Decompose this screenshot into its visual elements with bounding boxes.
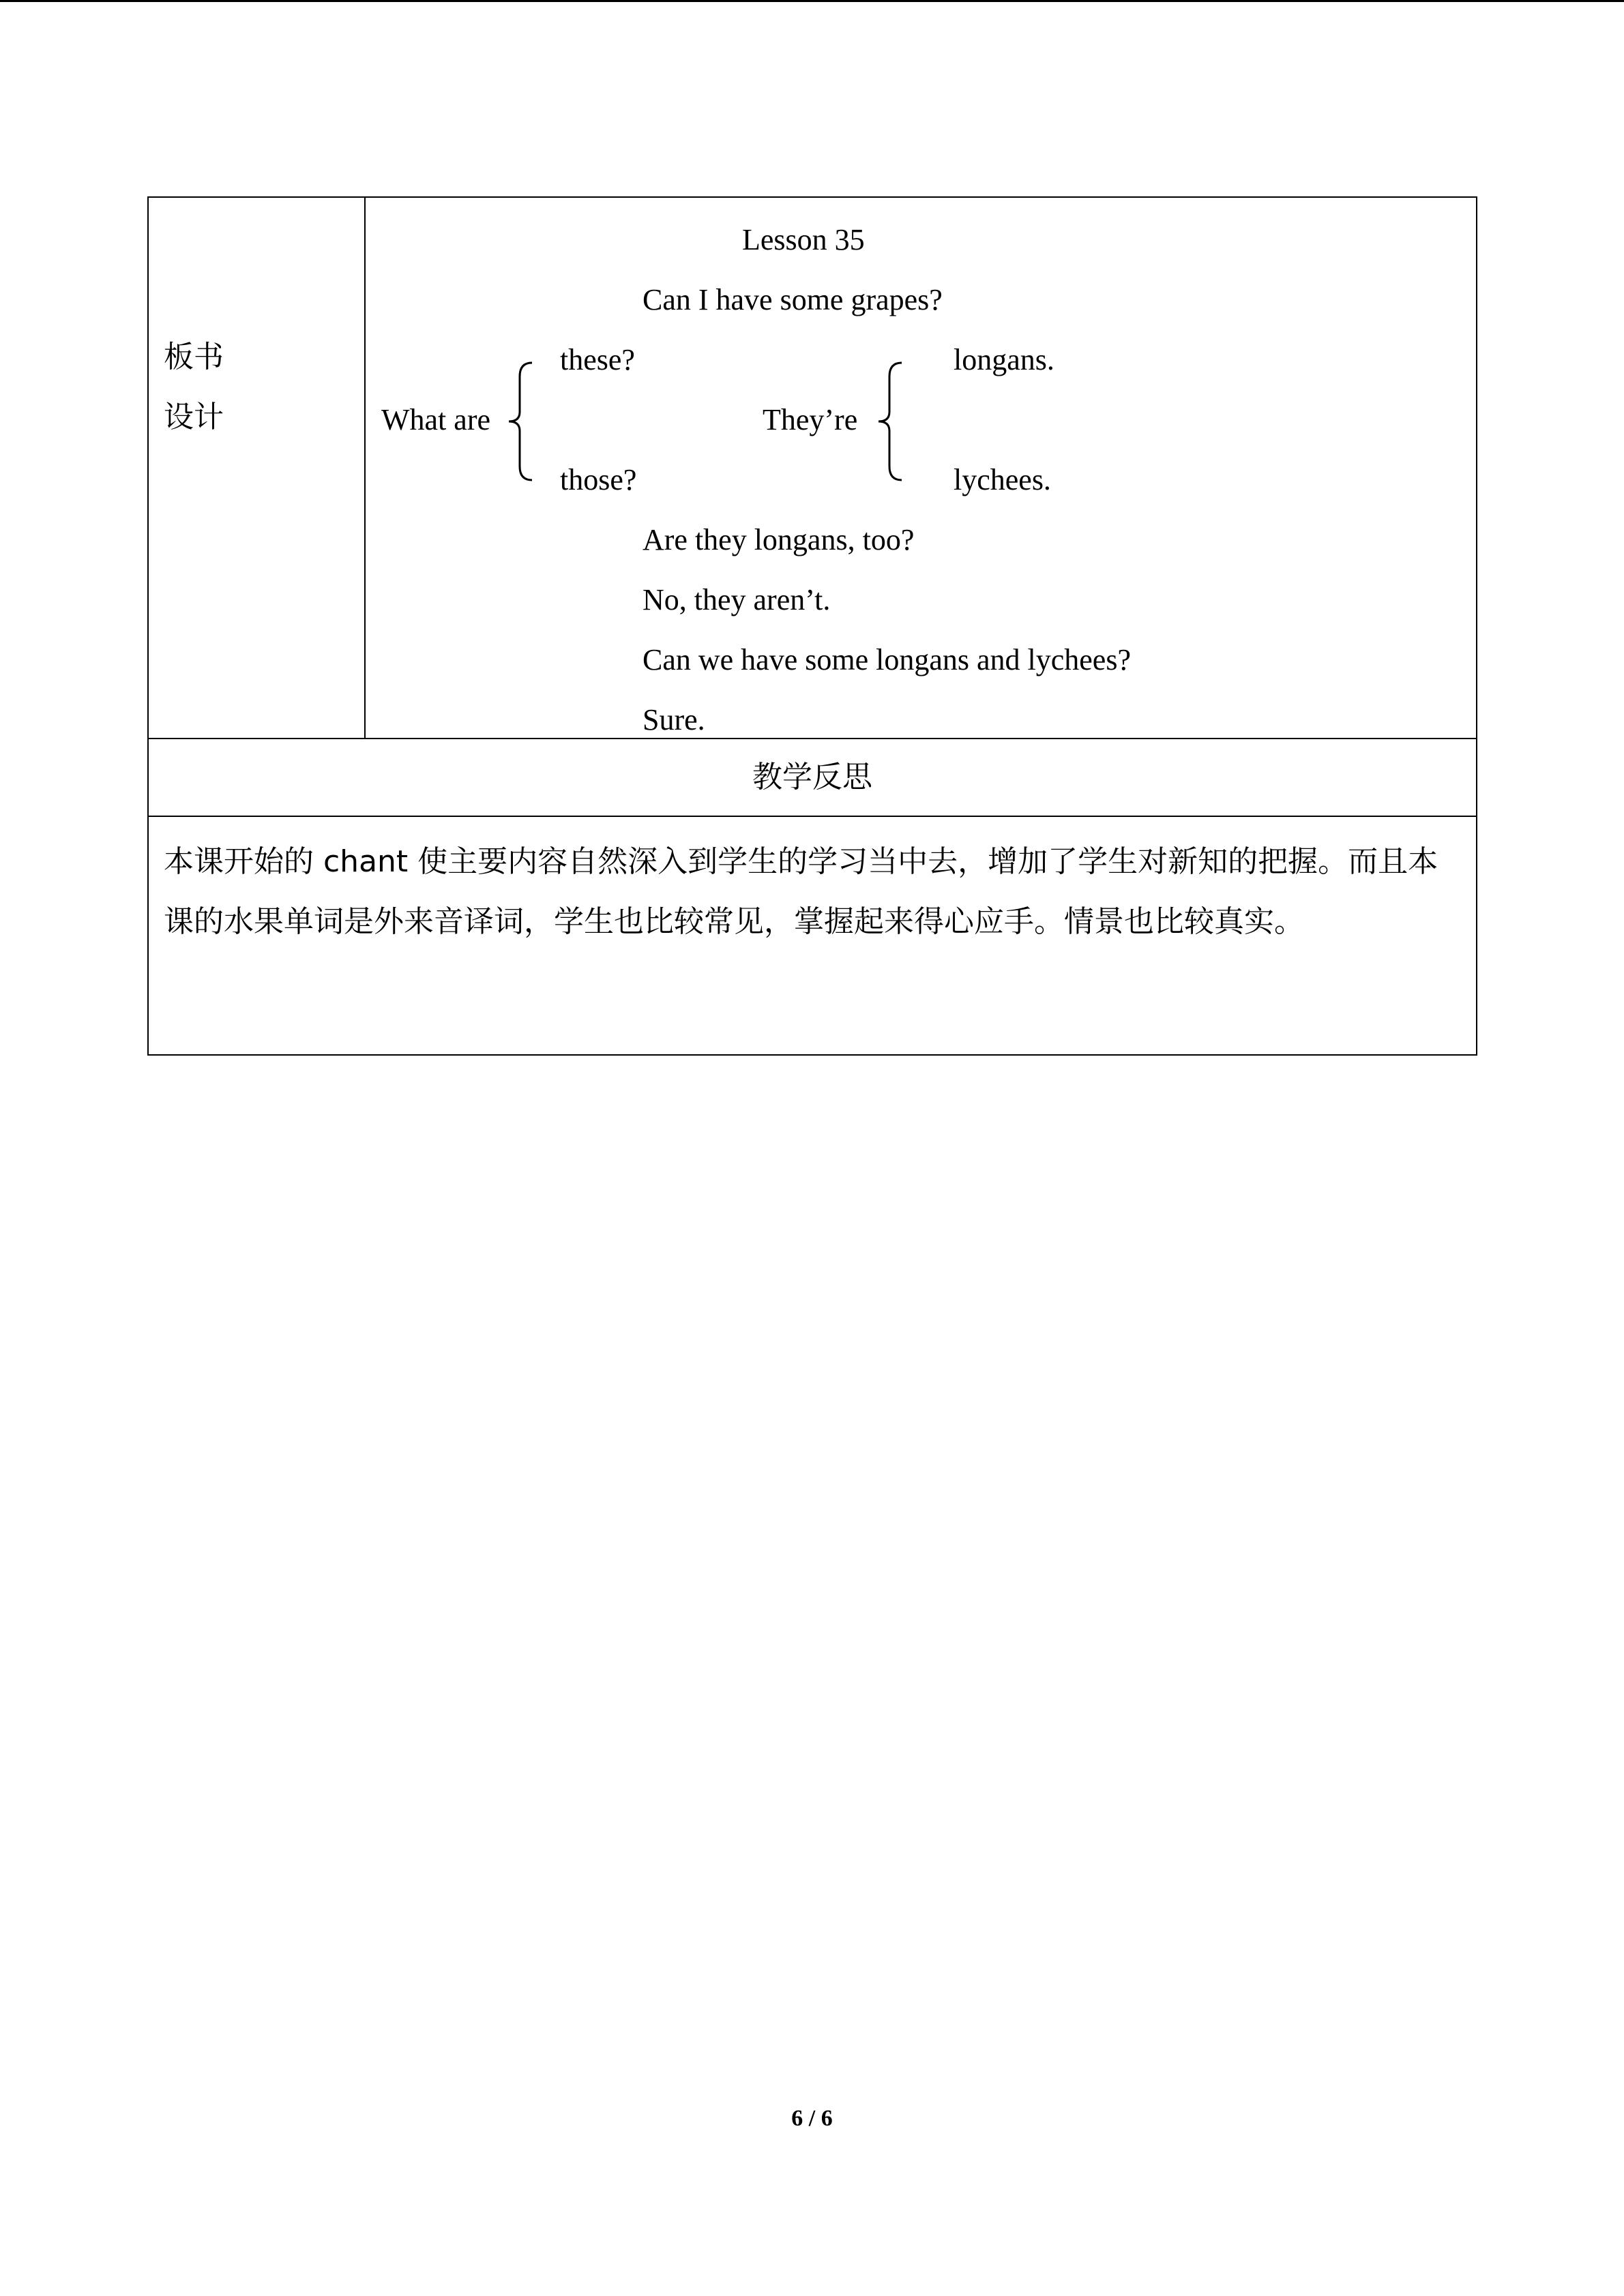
lesson-table	[147, 196, 1477, 1056]
board-question-2: Are they longans, too?	[643, 523, 915, 556]
board-they-re: They’re	[763, 403, 858, 436]
board-what-are: What are	[381, 403, 490, 436]
board-those: those?	[560, 463, 637, 496]
board-longans: longans.	[954, 343, 1054, 376]
board-lychees: lychees.	[954, 463, 1051, 496]
left-brace-icon	[505, 359, 535, 484]
board-question-1: Can I have some grapes?	[643, 283, 943, 316]
board-answer-2: No, they aren’t.	[643, 583, 831, 616]
board-these: these?	[560, 343, 635, 376]
row-divider-1	[149, 738, 1476, 739]
reflection-header: 教学反思	[752, 760, 872, 794]
page-number: 6 / 6	[791, 2106, 833, 2131]
row-divider-2	[149, 816, 1476, 817]
lesson-title: Lesson 35	[742, 223, 865, 256]
board-question-3: Can we have some longans and lychees?	[643, 643, 1131, 676]
column-divider	[364, 198, 366, 738]
board-answer-3: Sure.	[643, 703, 705, 736]
reflection-text: 本课开始的 chant 使主要内容自然深入到学生的学习当中去，增加了学生对新知的把握。而且本课的水果单词是外来音译词，学生也比较常见，掌握起来得心应手。情景也比较真实。	[164, 844, 1438, 939]
right-brace-icon	[874, 359, 904, 484]
top-rule	[0, 0, 1624, 2]
board-design-label-2: 设计	[164, 400, 224, 434]
board-design-label-1: 板书	[164, 340, 224, 374]
